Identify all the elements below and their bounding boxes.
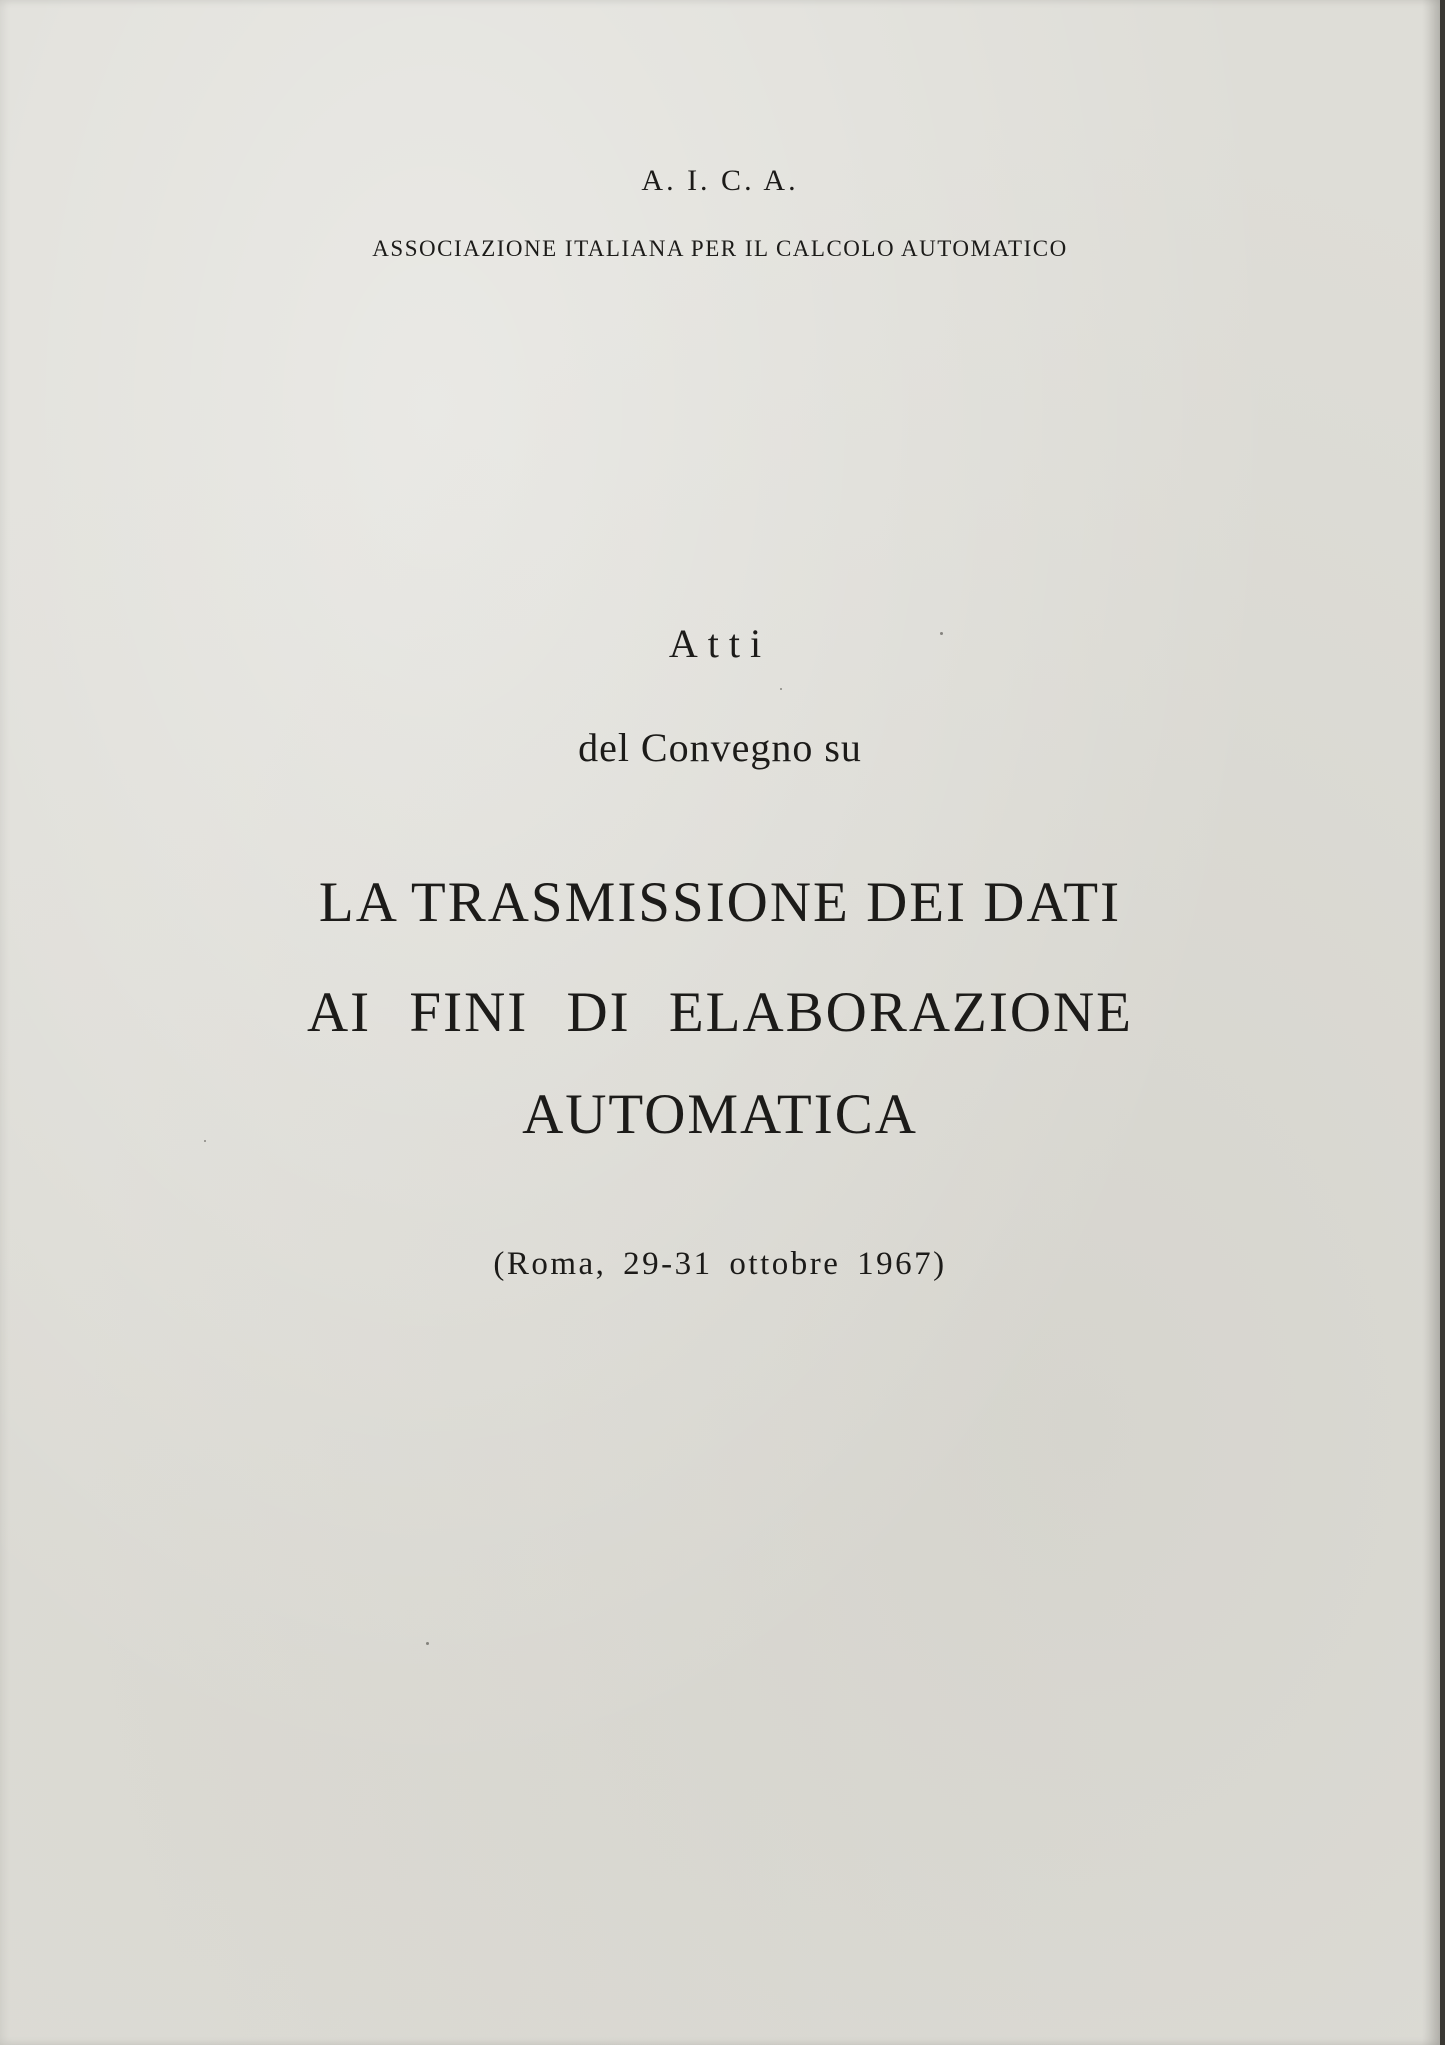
paper-speck (940, 632, 943, 635)
publisher-name: ASSOCIAZIONE ITALIANA PER IL CALCOLO AUTOMATICO (372, 236, 1068, 261)
paper-speck (780, 688, 782, 690)
publisher-acronym: A. I. C. A. (641, 164, 799, 197)
title-line-1: LA TRASMISSIONE DEI DATI (318, 871, 1122, 934)
paper-speck (426, 1642, 429, 1645)
paper-speck (204, 1140, 206, 1142)
conference-intro: del Convegno su (578, 725, 862, 770)
title-line-2: AI FINI DI ELABORAZIONE (307, 981, 1133, 1044)
meeting-place-date: (Roma, 29-31 ottobre 1967) (493, 1246, 947, 1282)
title-line-3: AUTOMATICA (522, 1083, 918, 1146)
proceedings-label: Atti (668, 621, 772, 666)
